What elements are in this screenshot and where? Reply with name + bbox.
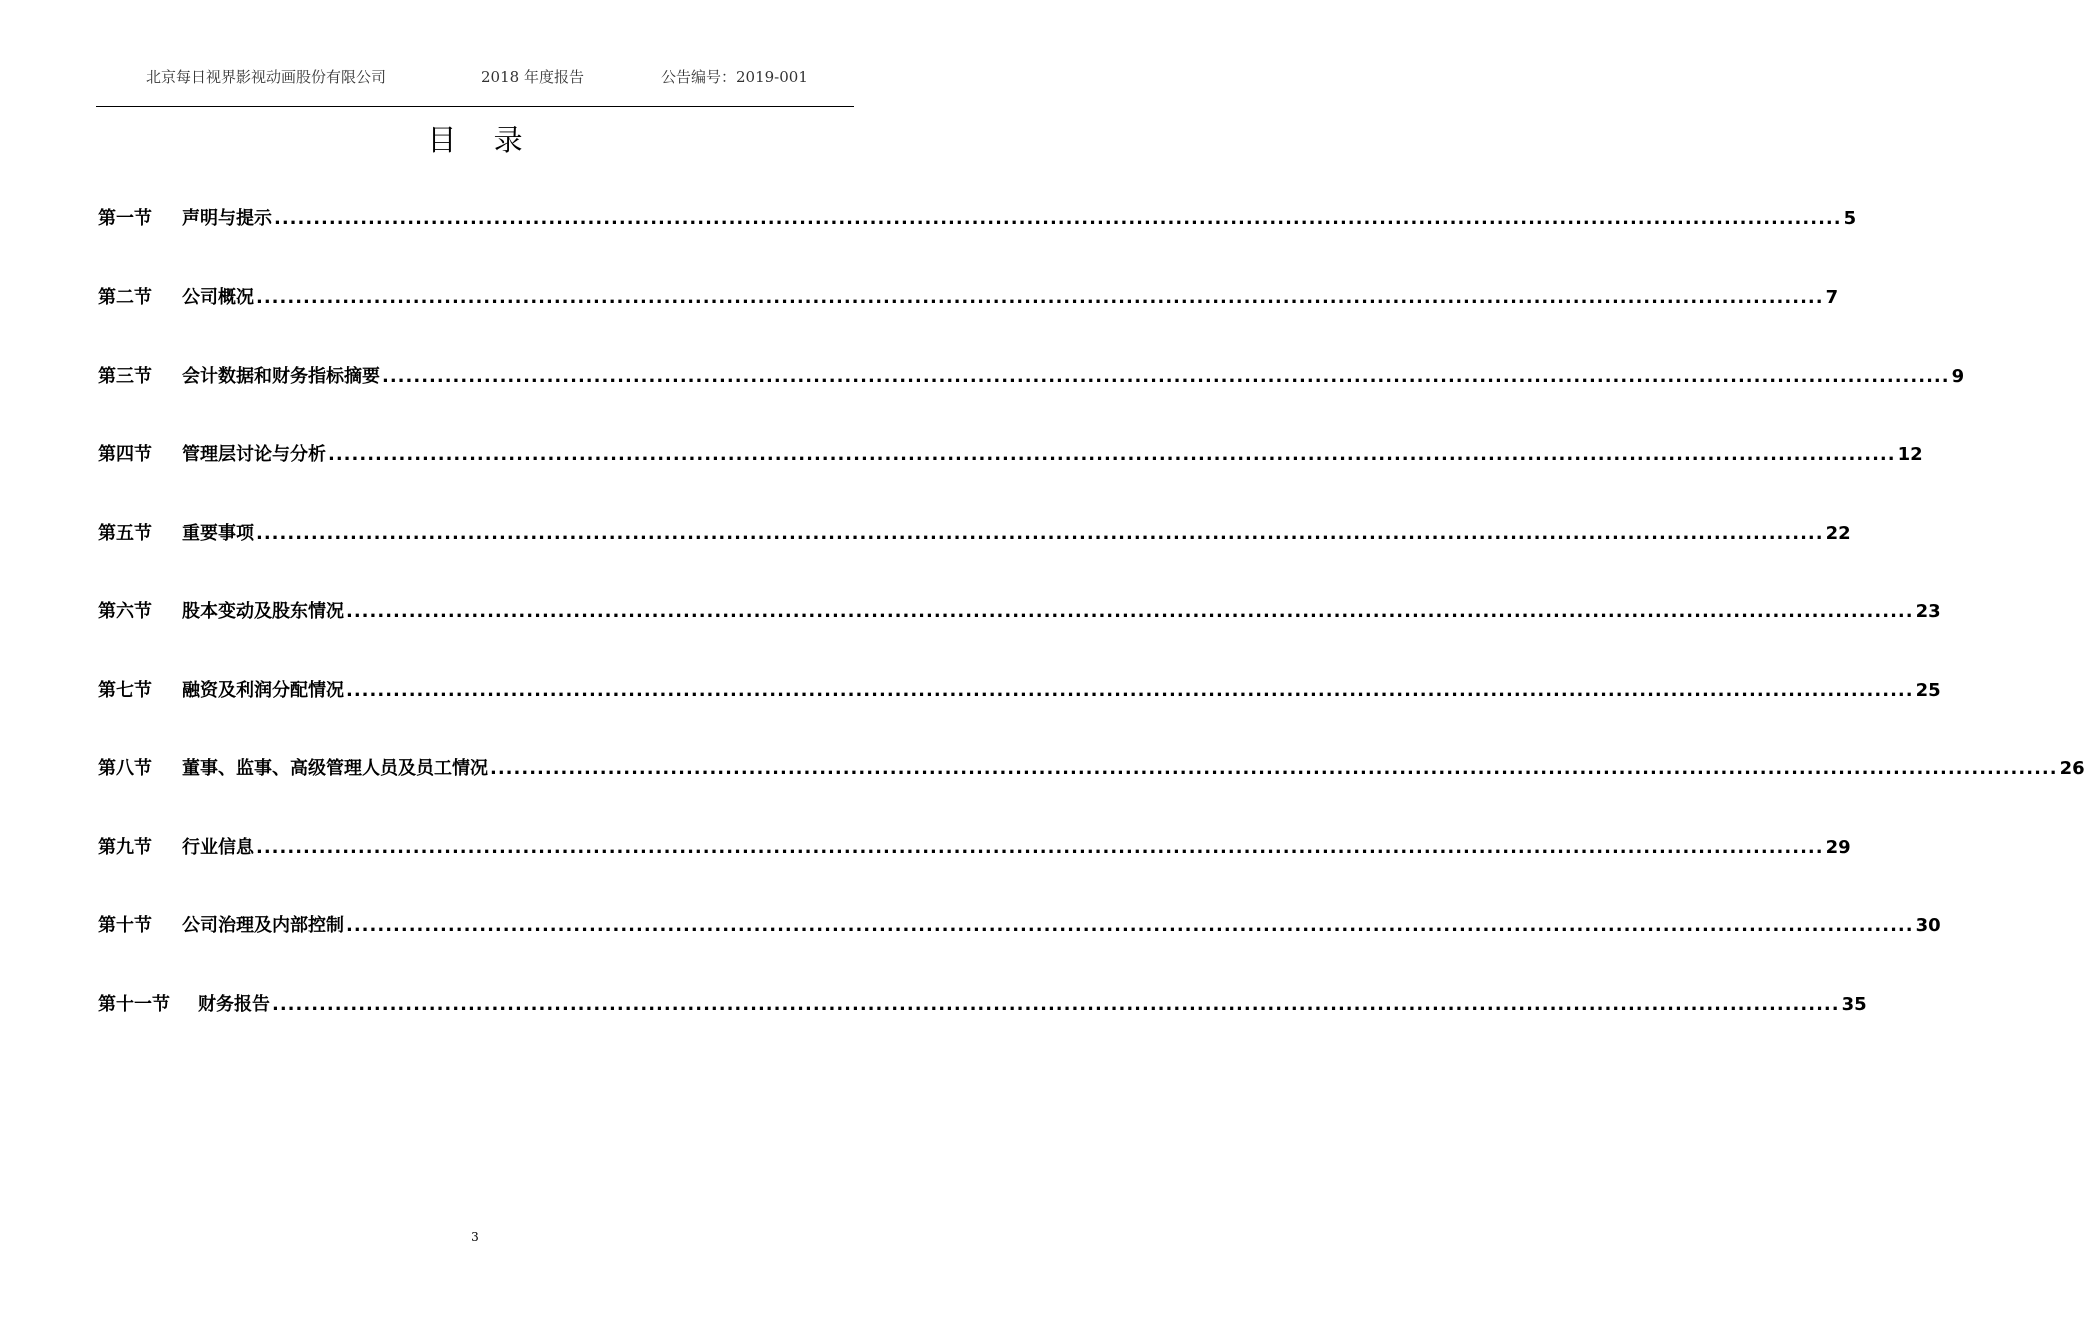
toc-page-number: 12: [1897, 444, 1923, 465]
toc-section-title: 公司治理及内部控制: [182, 915, 344, 936]
toc-section-title: 董事、监事、高级管理人员及员工情况: [182, 758, 488, 779]
toc-entry[interactable]: [98, 911, 1941, 939]
toc-page-number: 9: [1951, 366, 1965, 387]
toc-entry[interactable]: [98, 597, 1941, 625]
toc-dot-leader: ........................................................................................................................................................................................................: [490, 758, 2058, 779]
toc-dot-leader: ........................................................................................................................................................................................................: [256, 523, 1824, 544]
toc-entry[interactable]: [98, 990, 1867, 1018]
toc-section-number: 第九节: [98, 837, 152, 858]
page-title: 目 录: [427, 123, 537, 157]
toc-page-number: 23: [1915, 601, 1941, 622]
toc-entry[interactable]: [98, 754, 2085, 782]
toc-dot-leader: ........................................................................................................................................................................................................: [256, 287, 1824, 308]
toc-page-number: 26: [2059, 758, 2085, 779]
toc-dot-leader: ........................................................................................................................................................................................................: [272, 994, 1840, 1015]
toc-section-number: 第五节: [98, 523, 152, 544]
header-company-name: 北京每日视界影视动画股份有限公司: [146, 68, 387, 86]
toc-page-number: 30: [1915, 915, 1941, 936]
toc-section-title: 会计数据和财务指标摘要: [182, 366, 380, 387]
toc-page-number: 29: [1825, 837, 1851, 858]
toc-dot-leader: ........................................................................................................................................................................................................: [328, 444, 1896, 465]
toc-dot-leader: ........................................................................................................................................................................................................: [382, 366, 1950, 387]
toc-section-number: 第八节: [98, 758, 152, 779]
toc-section-number: 第三节: [98, 366, 152, 387]
footer-page-number: 3: [471, 1230, 479, 1244]
toc-page-number: 35: [1841, 994, 1867, 1015]
toc-section-title: 股本变动及股东情况: [182, 601, 344, 622]
toc-page-number: 5: [1843, 208, 1857, 229]
header-report-title: 2018 年度报告: [481, 68, 584, 86]
toc-section-title: 重要事项: [182, 523, 254, 544]
toc-page-number: 25: [1915, 680, 1941, 701]
toc-page-number: 22: [1825, 523, 1851, 544]
toc-section-title: 公司概况: [182, 287, 254, 308]
toc-entry[interactable]: [98, 833, 1851, 861]
header-divider: [96, 106, 854, 107]
toc-page-number: 7: [1825, 287, 1839, 308]
toc-section-title: 融资及利润分配情况: [182, 680, 344, 701]
toc-entry[interactable]: [98, 204, 1857, 232]
toc-section-number: 第二节: [98, 287, 152, 308]
toc-section-number: 第四节: [98, 444, 152, 465]
toc-section-number: 第一节: [98, 208, 152, 229]
toc-section-title: 管理层讨论与分析: [182, 444, 326, 465]
toc-entry[interactable]: [98, 362, 1965, 390]
toc-section-number: 第十一节: [98, 994, 170, 1015]
toc-section-number: 第十节: [98, 915, 152, 936]
toc-entry[interactable]: [98, 676, 1941, 704]
header-announcement-number: 公告编号：2019-001: [661, 68, 808, 86]
toc-dot-leader: ........................................................................................................................................................................................................: [346, 680, 1914, 701]
toc-dot-leader: ........................................................................................................................................................................................................: [346, 601, 1914, 622]
toc-dot-leader: ........................................................................................................................................................................................................: [274, 208, 1842, 229]
toc-entry[interactable]: [98, 440, 1923, 468]
toc-section-title: 财务报告: [198, 994, 270, 1015]
toc-section-number: 第七节: [98, 680, 152, 701]
toc-dot-leader: ........................................................................................................................................................................................................: [346, 915, 1914, 936]
toc-section-title: 声明与提示: [182, 208, 272, 229]
page-header: [96, 66, 854, 90]
toc-section-number: 第六节: [98, 601, 152, 622]
toc-section-title: 行业信息: [182, 837, 254, 858]
toc-entry[interactable]: [98, 283, 1839, 311]
toc-dot-leader: ........................................................................................................................................................................................................: [256, 837, 1824, 858]
toc-entry[interactable]: [98, 519, 1851, 547]
